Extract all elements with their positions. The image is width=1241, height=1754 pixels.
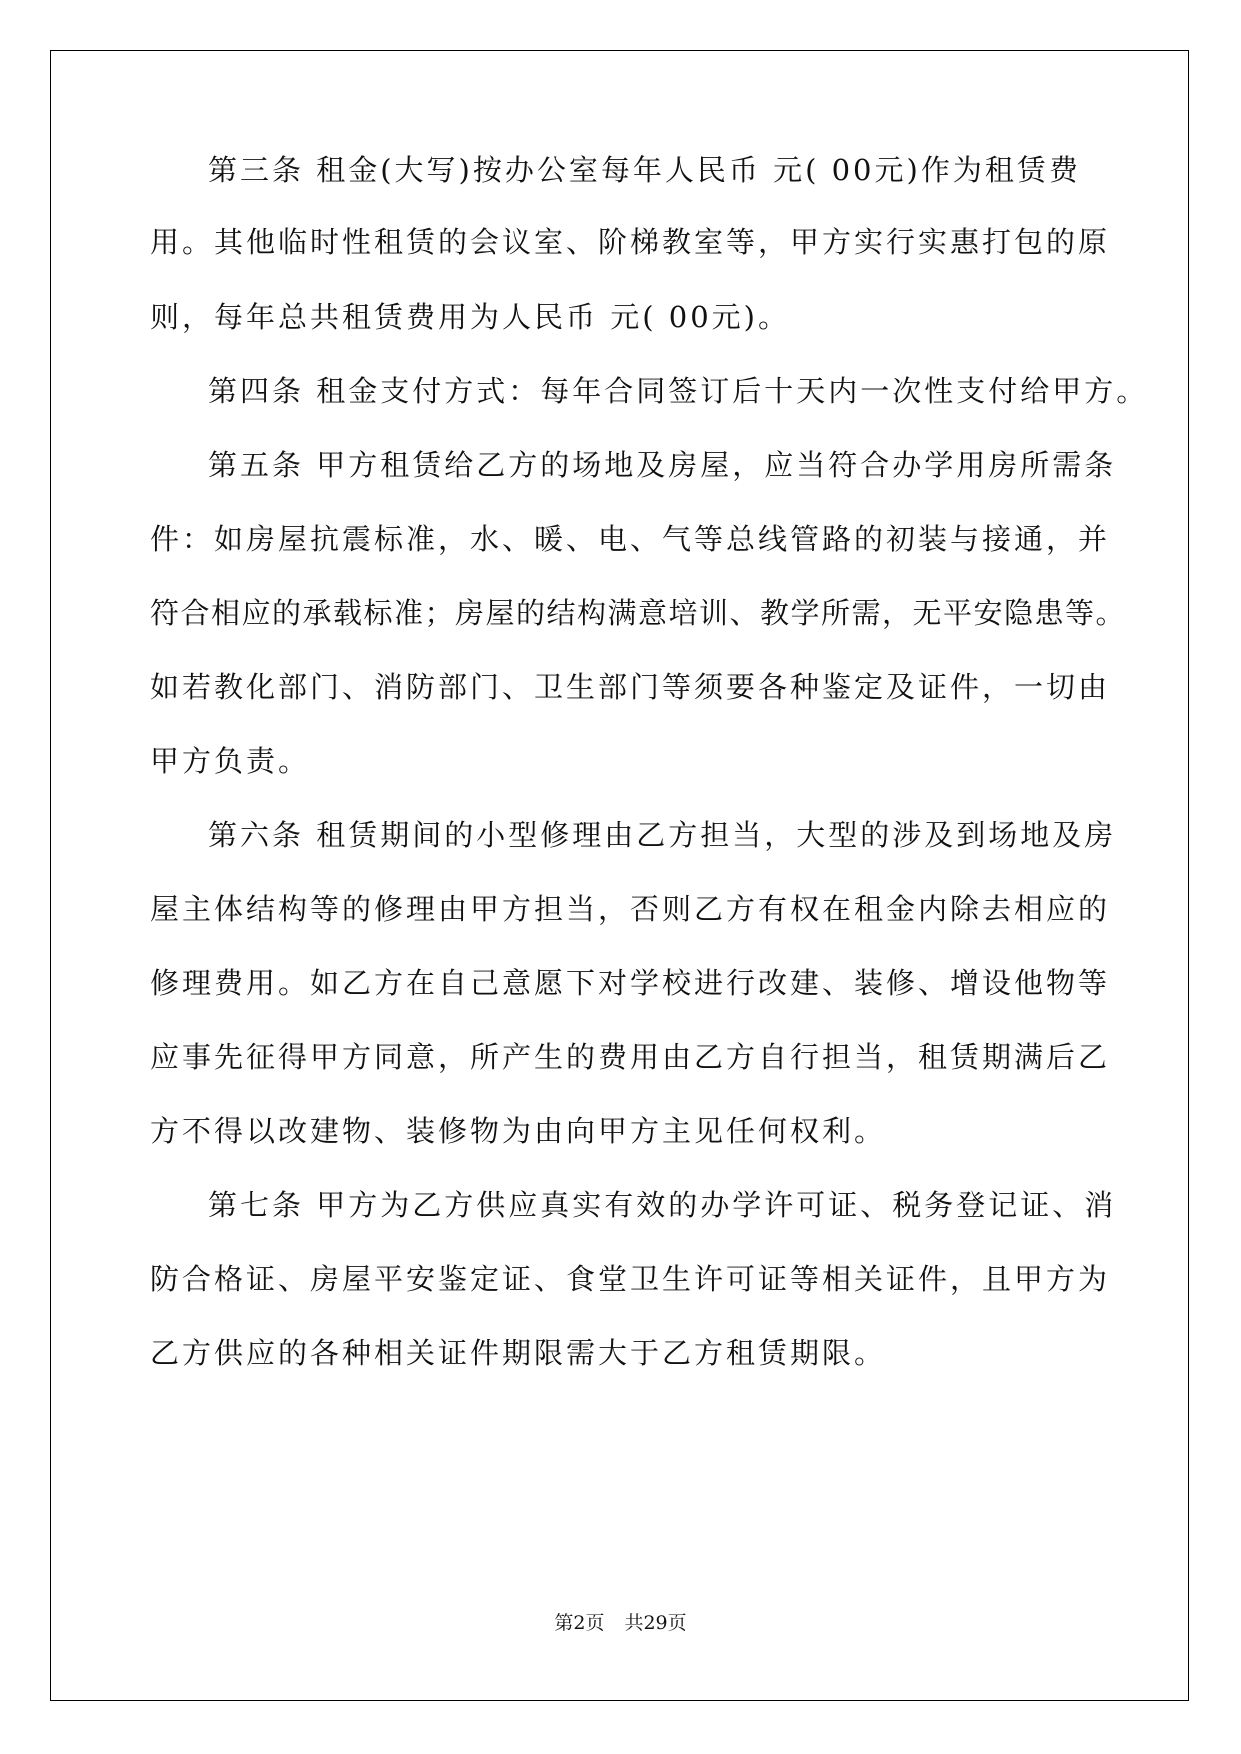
text-line: 防合格证、房屋平安鉴定证、食堂卫生许可证等相关证件，且甲方为 bbox=[150, 1262, 1111, 1296]
text-line: 第六条 租赁期间的小型修理由乙方担当，大型的涉及到场地及房 bbox=[208, 818, 1117, 852]
text-line: 第四条 租金支付方式：每年合同签订后十天内一次性支付给甲方。 bbox=[208, 374, 1149, 408]
text-line: 第五条 甲方租赁给乙方的场地及房屋，应当符合办学用房所需条 bbox=[208, 448, 1117, 482]
text-line: 屋主体结构等的修理由甲方担当，否则乙方有权在租金内除去相应的 bbox=[150, 892, 1111, 926]
text-line: 乙方供应的各种相关证件期限需大于乙方租赁期限。 bbox=[150, 1336, 887, 1370]
text-line: 符合相应的承载标准；房屋的结构满意培训、教学所需，无平安隐患等。 bbox=[150, 596, 1127, 630]
text-line: 如若教化部门、消防部门、卫生部门等须要各种鉴定及证件，一切由 bbox=[150, 670, 1111, 704]
text-line: 第七条 甲方为乙方供应真实有效的办学许可证、税务登记证、消 bbox=[208, 1188, 1117, 1222]
text-line: 修理费用。如乙方在自己意愿下对学校进行改建、装修、增设他物等 bbox=[150, 966, 1111, 1000]
page-footer bbox=[0, 1611, 1241, 1635]
page-number: 第2页 bbox=[554, 1612, 605, 1634]
text-line: 则，每年总共租赁费用为人民币 元( 00元)。 bbox=[150, 300, 790, 334]
text-line: 第三条 租金(大写)按办公室每年人民币 元( 00元)作为租赁费 bbox=[208, 153, 1081, 187]
text-line: 甲方负责。 bbox=[150, 744, 311, 778]
text-line: 件：如房屋抗震标准，水、暖、电、气等总线管路的初装与接通，并 bbox=[150, 522, 1111, 556]
text-line: 应事先征得甲方同意，所产生的费用由乙方自行担当，租赁期满后乙 bbox=[150, 1040, 1111, 1074]
text-line: 用。其他临时性租赁的会议室、阶梯教室等，甲方实行实惠打包的原 bbox=[150, 225, 1111, 259]
page-total: 共29页 bbox=[624, 1612, 687, 1634]
text-line: 方不得以改建物、装修物为由向甲方主见任何权利。 bbox=[150, 1114, 887, 1148]
